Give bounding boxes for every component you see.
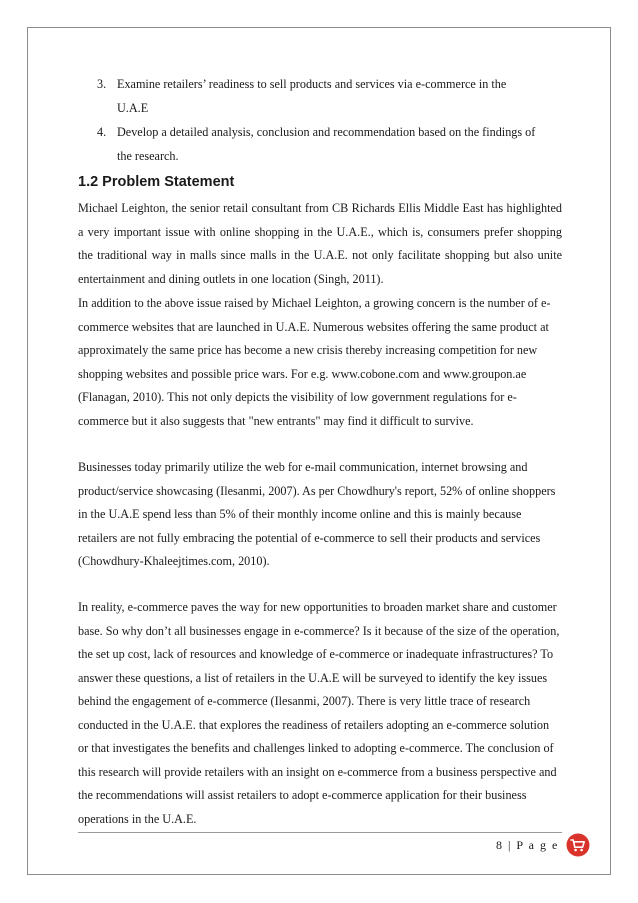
paragraph-3: Businesses today primarily utilize the web for e-mail communication, internet browsing and product/service showcasing (Ilesanmi, 2007). As per Chowdhury's report, 52% of online shoppers in the U.A.E spend less than 5% of their monthly income online and this is mainly because retailers are not fully embracing the potential of e-commerce to sell their products and services (Chowdhury-Khaleejtimes.com, 2010). — [78, 460, 556, 568]
section-heading: 1.2 Problem Statement — [78, 174, 235, 190]
paragraph-1: Michael Leighton, the senior retail consultant from CB Richards Ellis Middle East has highlighted a very important issue with online shopping in the U.A.E., which is, consumers prefer shopping the traditional way in malls since malls in the U.A.E. not only facilitate shopping but also unite entertainment and dining outlets in one location (Singh, 2011). — [78, 201, 562, 286]
objective-number: 4. — [97, 125, 107, 139]
paragraph-2: In addition to the above issue raised by Michael Leighton, a growing concern is the number of e-commerce websites that are launched in U.A.E. Numerous websites offering the same product at approximately the same price has become a new crisis thereby increasing competition for new shopping websites and possible price wars. For e.g. www.cobone.com and www.groupon.ae (Flanagan, 2010). This not only depicts the visibility of low government regulations for e-commerce but it also suggests that "new entrants" may find it difficult to survive. — [78, 296, 551, 428]
objective-number: 3. — [97, 77, 107, 91]
paragraph-4: In reality, e-commerce paves the way for new opportunities to broaden market share and customer base. So why don’t all businesses engage in e-commerce? Is it because of the size of the operation, the set up cost, lack of resources and knowledge of e-commerce or inadequate infrastructures? To answer these questions, a list of retailers in the U.A.E will be surveyed to identify the key issues behind the engagement of e-commerce (Ilesanmi, 2007). There is very little trace of research conducted in the U.A.E. that explores the readiness of retailers adopting an e-commerce solution or that investigates the benefits and challenges linked to adopting e-commerce. The conclusion of this research will provide retailers with an insight on e-commerce from a business perspective and the recommendations will assist retailers to adopt e-commerce application for their business operations in the U.A.E. — [78, 600, 560, 826]
footer-divider — [78, 832, 562, 833]
page-number: 8 | P a g e — [496, 838, 559, 852]
objective-text: Develop a detailed analysis, conclusion and recommendation based on the findings of the research. — [117, 125, 536, 163]
shopping-cart-icon — [566, 833, 590, 857]
objective-text: Examine retailers’ readiness to sell products and services via e-commerce in the U.A.E — [117, 77, 507, 115]
